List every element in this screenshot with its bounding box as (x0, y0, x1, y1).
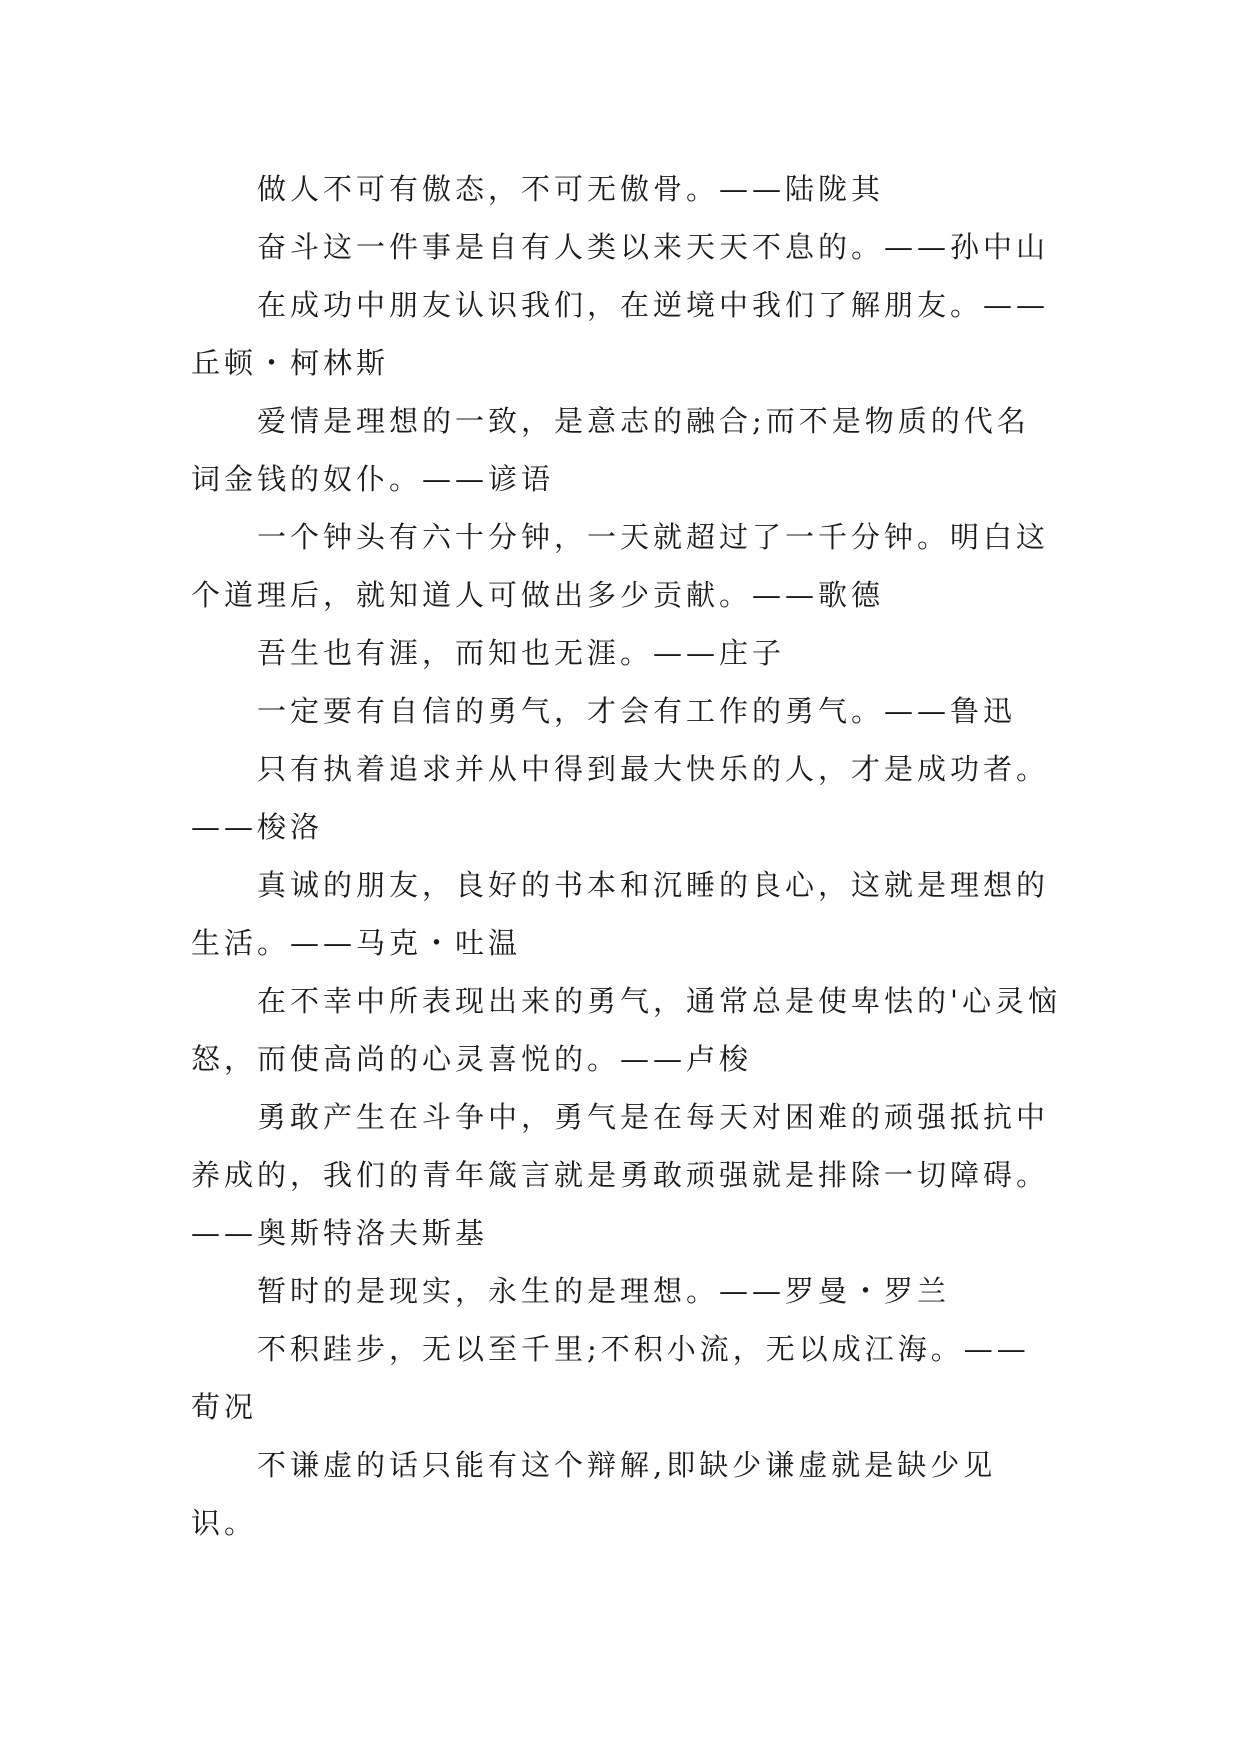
quote-paragraph-10: 在不幸中所表现出来的勇气，通常总是使卑怯的'心灵恼怒，而使高尚的心灵喜悦的。——卢梭 (191, 984, 1061, 1076)
quote-paragraph-5: 一个钟头有六十分钟，一天就超过了一千分钟。明白这个道理后，就知道人可做出多少贡献。——歌德 (191, 520, 1050, 612)
quote-list (191, 160, 1061, 1552)
quote-paragraph-8: 只有执着追求并从中得到最大快乐的人，才是成功者。——梭洛 (191, 752, 1050, 844)
quote-paragraph-4: 爱情是理想的一致，是意志的融合;而不是物质的代名词金钱的奴仆。——谚语 (191, 404, 1030, 496)
quote-paragraph-9: 真诚的朋友，良好的书本和沉睡的良心，这就是理想的生活。——马克・吐温 (191, 868, 1050, 960)
quote-paragraph-14: 不谦虚的话只能有这个辩解,即缺少谦虚就是缺少见识。 (191, 1448, 997, 1540)
quote-paragraph-1: 做人不可有傲态，不可无傲骨。——陆陇其 (257, 172, 885, 206)
quote-paragraph-11: 勇敢产生在斗争中，勇气是在每天对困难的顽强抵抗中养成的，我们的青年箴言就是勇敢顽强就是排除一切障碍。——奥斯特洛夫斯基 (191, 1100, 1050, 1250)
quote-paragraph-13: 不积跬步，无以至千里;不积小流，无以成江海。——荀况 (191, 1332, 1030, 1424)
quote-paragraph-3: 在成功中朋友认识我们，在逆境中我们了解朋友。——丘顿・柯林斯 (191, 288, 1050, 380)
quote-paragraph-6: 吾生也有涯，而知也无涯。——庄子 (257, 636, 786, 670)
quote-paragraph-2: 奋斗这一件事是自有人类以来天天不息的。——孙中山 (257, 230, 1050, 264)
quote-paragraph-12: 暂时的是现实，永生的是理想。——罗曼・罗兰 (257, 1274, 951, 1308)
quote-paragraph-7: 一定要有自信的勇气，才会有工作的勇气。——鲁迅 (257, 694, 1017, 728)
